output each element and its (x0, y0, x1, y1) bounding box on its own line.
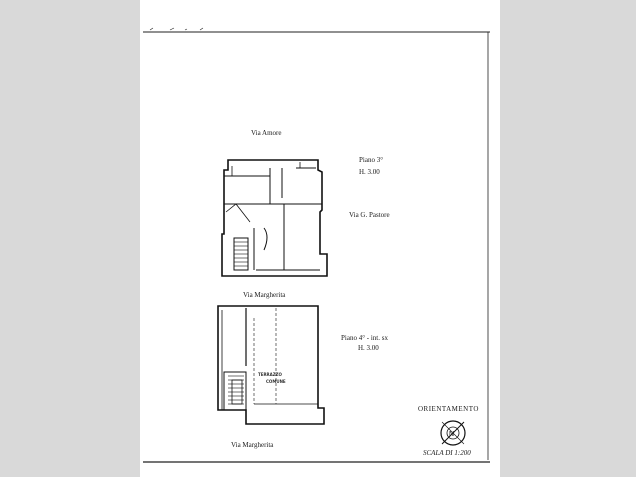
floor3-plan (222, 160, 327, 276)
floor4-terrace-label-line1: TERRAZZO (258, 372, 282, 377)
floor3-floor-label: Piano 3° (359, 156, 383, 164)
floor3-height-label: H. 3.00 (359, 168, 380, 176)
floor3-street-right: Via G. Pastore (349, 211, 390, 219)
compass-icon (441, 421, 465, 445)
floor4-street-bottom: Via Margherita (231, 441, 274, 449)
floor4-floor-label: Piano 4° - int. sx (341, 334, 388, 342)
floor4-plan (218, 306, 324, 424)
orientation-title: ORIENTAMENTO (418, 405, 479, 413)
sheet-scan-marks (150, 28, 203, 30)
floor3-stairs (234, 242, 248, 266)
floor3-street-top: Via Amore (251, 129, 282, 137)
floor4-terrace-label-line2: COMUNE (266, 379, 286, 384)
svg-text:N: N (449, 431, 455, 438)
scale-label: SCALA DI 1:200 (423, 449, 471, 457)
floor4-height-label: H. 3.00 (358, 344, 379, 352)
floor3-street-bottom: Via Margherita (243, 291, 286, 299)
